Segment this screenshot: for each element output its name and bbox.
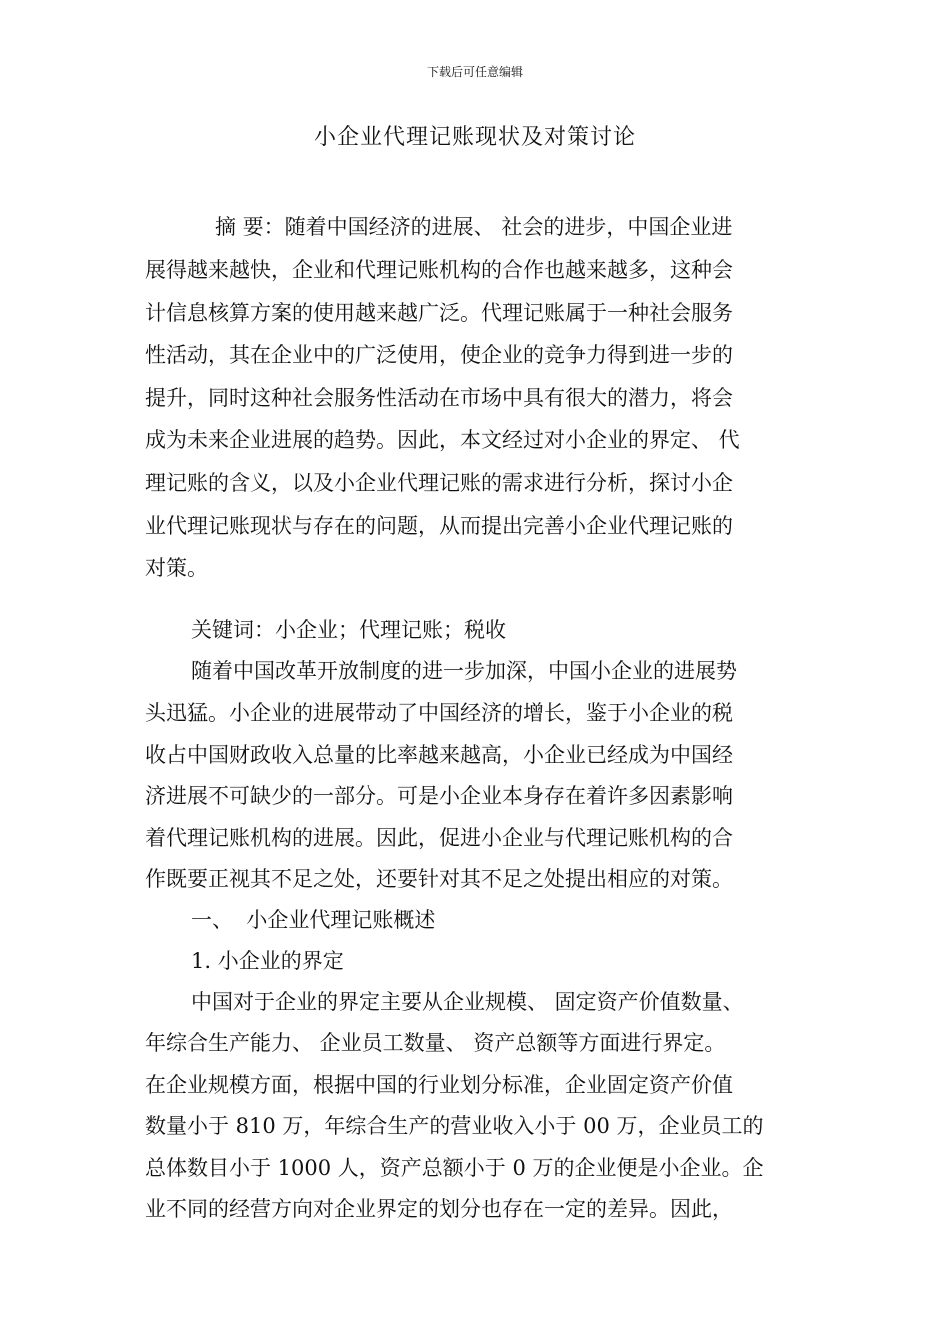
abstract-line: 理记账的含义，以及小企业代理记账的需求进行分析，探讨小企 [145,471,733,495]
paragraph-line: 随着中国改革开放制度的进一步加深，中国小企业的进展势 [191,659,737,683]
paragraph-line: 作既要正视其不足之处，还要针对其不足之处提出相应的对策。 [145,867,733,891]
keywords: 关键词：小企业；代理记账；税收 [191,618,506,642]
abstract-line: 提升，同时这种社会服务性活动在市场中具有很大的潜力，将会 [145,386,733,410]
paragraph-line: 收占中国财政收入总量的比率越来越高，小企业已经成为中国经 [145,743,733,767]
abstract-line: 摘 要：随着中国经济的进展、 社会的进步，中国企业进 [215,215,733,239]
download-note: 下载后可任意编辑 [426,65,523,79]
abstract-line: 性活动，其在企业中的广泛使用，使企业的竞争力得到进一步的 [145,343,733,367]
paragraph-line: 数量小于 810 万，年综合生产的营业收入小于 00 万，企业员工的 [145,1114,764,1138]
paragraph-line: 总体数目小于 1000 人，资产总额小于 0 万的企业便是小企业。企 [145,1156,764,1180]
paragraph-line: 年综合生产能力、 企业员工数量、 资产总额等方面进行界定。 [145,1031,726,1055]
paragraph-line: 头迅猛。小企业的进展带动了中国经济的增长，鉴于小企业的税 [145,701,733,725]
subsection-heading: 1. 小企业的界定 [191,949,344,973]
section-heading: 一、 小企业代理记账概述 [191,908,436,932]
abstract-line: 计信息核算方案的使用越来越广泛。代理记账属于一种社会服务 [145,301,733,325]
abstract-line: 对策。 [145,556,208,580]
paragraph-line: 业不同的经营方向对企业界定的划分也存在一定的差异。因此， [145,1197,733,1221]
paragraph-line: 着代理记账机构的进展。因此，促进小企业与代理记账机构的合 [145,826,733,850]
abstract-line: 展得越来越快，企业和代理记账机构的合作也越来越多，这种会 [145,258,733,282]
document-title: 小企业代理记账现状及对策讨论 [313,125,636,150]
paragraph-line: 济进展不可缺少的一部分。可是小企业本身存在着许多因素影响 [145,784,733,808]
paragraph-line: 在企业规模方面，根据中国的行业划分标准，企业固定资产价值 [145,1073,733,1097]
abstract-line: 业代理记账现状与存在的问题，从而提出完善小企业代理记账的 [145,514,733,538]
abstract-line: 成为未来企业进展的趋势。因此，本文经过对小企业的界定、 代 [145,428,740,452]
paragraph-line: 中国对于企业的界定主要从企业规模、 固定资产价值数量、 [191,990,744,1014]
